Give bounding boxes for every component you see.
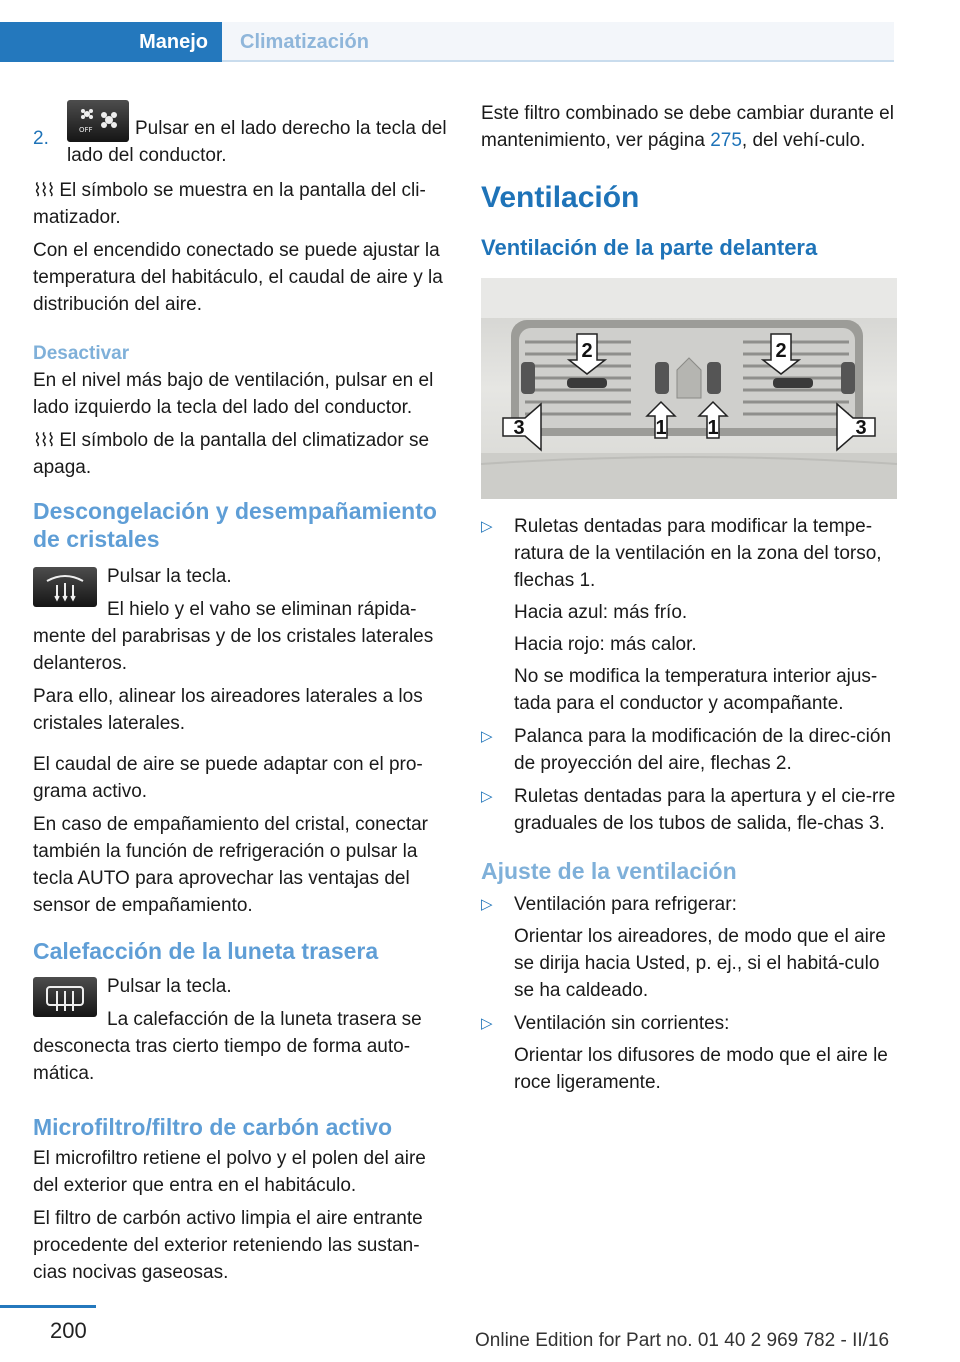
rear-press: Pulsar la tecla. [107, 976, 232, 997]
symbol-on-para [33, 177, 453, 231]
defrost-block [33, 563, 453, 623]
svg-text:OFF: OFF [79, 126, 93, 134]
ventilation-heading: Ventilación [481, 181, 640, 214]
header-divider [222, 60, 894, 62]
seat-heating-icon: ⌇⌇⌇ [33, 180, 54, 200]
edition-text: Online Edition for Part no. 01 40 2 969 782 - II/16 [475, 1330, 890, 1351]
callout-1-right: 1 [707, 417, 719, 439]
filter-change-para [481, 100, 897, 154]
page-header [0, 0, 960, 62]
filter-change-text-b: , del vehí-culo. [741, 130, 866, 151]
callout-3-left: 3 [513, 417, 525, 439]
rear-window-heating-key-icon [33, 977, 97, 1017]
tab-climatizacion[interactable]: Climatización [222, 22, 894, 62]
defrost-heading: Descongelación y desempañamiento de cristales [33, 498, 437, 552]
defrost-align: Para ello, alinear los aireadores laterales a los cristales laterales. [33, 686, 423, 734]
desactivar-heading: Desactivar [33, 343, 130, 364]
defrost-fog: En caso de empañamiento del cristal, conectar también la función de refrigeración o pulsar la tecla AUTO para aprovechar las ventajas del sensor de empañamiento. [33, 814, 428, 916]
ignition-para: Con el encendido conectado se puede ajustar la temperatura del habitáculo, el caudal de aire y la distribución del aire. [33, 240, 443, 315]
front-vent-figure [481, 278, 897, 499]
filter-text-2: El filtro de carbón activo limpia el aire entrante procedente del exterior reteniendo las sustan-cias nocivas gaseosas. [33, 1208, 423, 1283]
defrost-text-start: El hielo y el vaho se eliminan rápida- [107, 599, 417, 620]
front-vent-heading: Ventilación de la parte delantera [481, 235, 818, 260]
defrost-press: Pulsar la tecla. [107, 566, 232, 587]
defrost-airflow: El caudal de aire se puede adaptar con el pro-grama activo. [33, 754, 423, 802]
fan-off-key-icon [67, 100, 129, 142]
filter-heading: Microfiltro/filtro de carbón activo [33, 1114, 393, 1140]
footer-divider [0, 1305, 96, 1308]
seat-heating-icon: ⌇⌇⌇ [33, 430, 54, 450]
rear-text-start: La calefacción de la luneta trasera se [107, 1009, 422, 1030]
list-item [481, 891, 897, 1004]
step-2 [33, 100, 453, 169]
triangle-bullet-icon: ▷ [481, 728, 493, 745]
list-item [481, 723, 897, 777]
bullet-sub: Hacia azul: más frío. [514, 602, 688, 623]
triangle-bullet-icon: ▷ [481, 518, 493, 535]
bullet-text: Ruletas dentadas para la apertura y el cie-rre graduales de los tubos de salida, fle-chas 3. [514, 786, 896, 834]
bullet-sub: Orientar los aireadores, de modo que el aire se dirija hacia Usted, p. ej., si el habitá-culo se ha caldeado. [514, 926, 886, 1001]
page-link-275[interactable]: 275 [710, 130, 742, 151]
bullet-sub: No se modifica la temperatura interior ajus-tada para el conductor y acompañante. [514, 666, 878, 714]
symbol-off-text: El símbolo de la pantalla del climatizador se apaga. [33, 430, 430, 478]
callout-3-right: 3 [855, 417, 867, 439]
defrost-text: mente del parabrisas y de los cristales laterales delanteros. [33, 626, 434, 674]
callout-1-left: 1 [655, 417, 667, 439]
list-item [481, 1010, 897, 1096]
adjust-list [481, 891, 897, 1096]
rear-block [33, 973, 453, 1033]
step-number: 2. [33, 128, 49, 149]
symbol-off-para [33, 427, 453, 481]
bullet-text: Ventilación sin corrientes: [514, 1013, 730, 1034]
triangle-bullet-icon: ▷ [481, 896, 493, 913]
page-number: 200 [50, 1318, 87, 1343]
triangle-bullet-icon: ▷ [481, 1015, 493, 1032]
defrost-key-icon [33, 567, 97, 607]
bullet-sub: Orientar los difusores de modo que el aire le roce ligeramente. [514, 1045, 888, 1093]
adjust-heading: Ajuste de la ventilación [481, 858, 737, 884]
callout-2-left: 2 [581, 340, 593, 362]
list-item [481, 513, 897, 717]
symbol-on-text: El símbolo se muestra en la pantalla del cli-matizador. [33, 180, 426, 228]
rear-text: desconecta tras cierto tiempo de forma auto-mática. [33, 1036, 411, 1084]
filter-change-text-a: Este filtro combinado se debe cambiar durante el mantenimiento, ver página [481, 103, 894, 151]
step-text: Pulsar en el lado derecho la tecla del lado del conductor. [67, 118, 447, 166]
bullet-text: Ventilación para refrigerar: [514, 894, 737, 915]
vent-features-list [481, 513, 897, 837]
triangle-bullet-icon: ▷ [481, 788, 493, 805]
bullet-text: Palanca para la modificación de la direc-ción de proyección del aire, flechas 2. [514, 726, 892, 774]
filter-text-1: El microfiltro retiene el polvo y el polen del aire del exterior que entra en el habitáculo. [33, 1148, 426, 1196]
rear-heading: Calefacción de la luneta trasera [33, 938, 379, 964]
list-item [481, 783, 897, 837]
bullet-sub: Hacia rojo: más calor. [514, 634, 697, 655]
left-column [33, 100, 453, 1286]
callout-2-right: 2 [775, 340, 787, 362]
bullet-text: Ruletas dentadas para modificar la tempe-ratura de la ventilación en la zona del torso, flechas 1. [514, 516, 882, 591]
right-column [481, 100, 897, 1096]
desactivar-para: En el nivel más bajo de ventilación, pulsar en el lado izquierdo la tecla del lado del conductor. [33, 370, 434, 418]
tab-manejo[interactable]: Manejo [0, 22, 222, 62]
